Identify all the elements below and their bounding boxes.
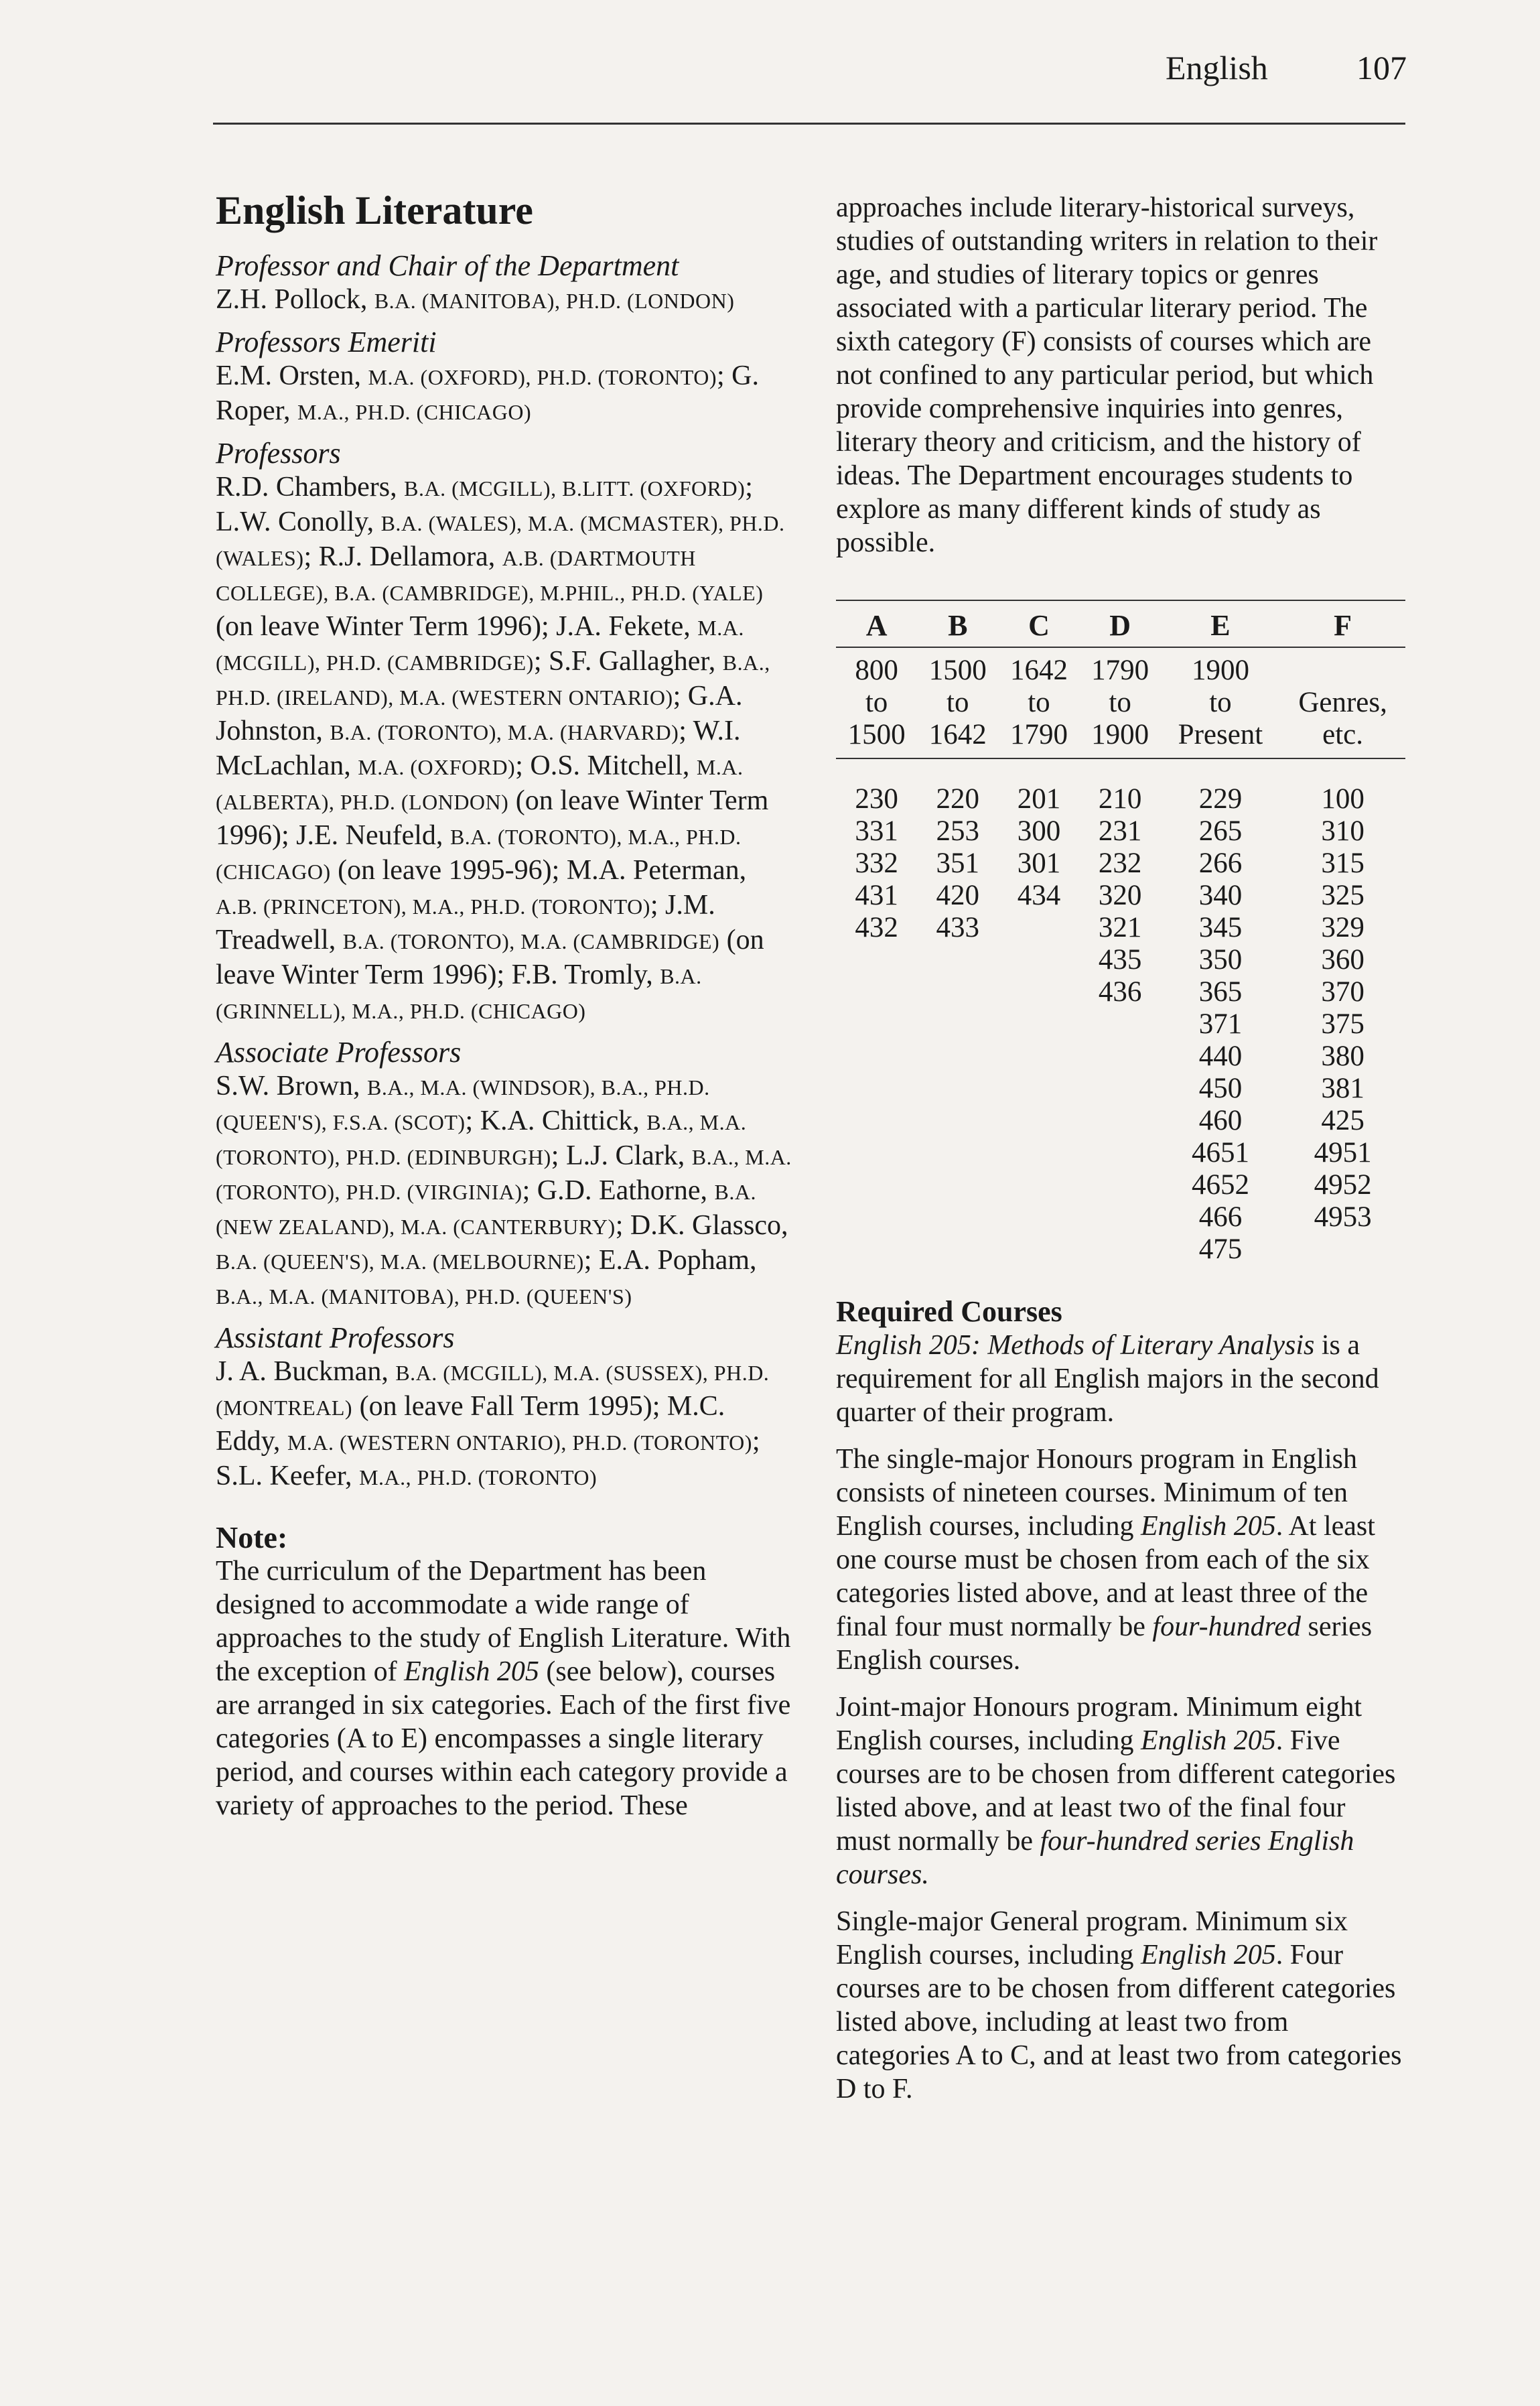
course-number [1080, 1105, 1161, 1137]
course-number: 230 [855, 783, 898, 815]
body-text: ; S.L. Keefer, [216, 1426, 760, 1491]
course-number: 4951 [1314, 1137, 1372, 1168]
course-number: 320 [1098, 880, 1142, 911]
body-text: ; R.J. Dellamora, [303, 541, 502, 572]
page-number: 107 [1356, 49, 1407, 86]
course-number [1080, 1008, 1161, 1041]
credential-text: B.A. (MCGILL), M.A. (SUSSEX), PH.D. (MONTREAL) [216, 1361, 770, 1420]
course-number: 375 [1321, 1008, 1364, 1040]
body-text: (on leave Winter Term 1996); J.A. Fekete, [216, 611, 698, 642]
course-number [998, 1201, 1079, 1233]
course-number [836, 976, 917, 1008]
course-row [836, 1201, 1405, 1233]
course-row [836, 1041, 1405, 1073]
italic-text: four-hundred series English courses. [836, 1826, 1354, 1890]
page-title: English Literature [216, 188, 533, 232]
requirement-paragraph [836, 1329, 1405, 1429]
course-number [917, 1201, 998, 1233]
body-text: ; G.A. Johnston, [216, 681, 743, 746]
credential-text: B.A. (WALES), M.A. (MCMASTER), PH.D. (WALES) [216, 511, 785, 570]
course-number: 332 [855, 848, 898, 879]
credential-text: B.A., PH.D. (IRELAND), M.A. (WESTERN ONTARIO) [216, 651, 770, 710]
course-row [836, 815, 1405, 848]
course-number [917, 944, 998, 976]
course-number: 100 [1321, 783, 1364, 815]
range-row [836, 687, 1405, 719]
course-number: 371 [1198, 1008, 1243, 1040]
body-text: R.D. Chambers, [216, 472, 405, 503]
course-number: 475 [1198, 1233, 1243, 1265]
faculty-names [216, 470, 792, 1028]
course-number [998, 1169, 1079, 1201]
credential-text: B.A. (QUEEN'S), M.A. (MELBOURNE) [216, 1250, 584, 1274]
range-cell: 1500 [928, 655, 987, 686]
course-number [1280, 1233, 1405, 1266]
body-text: . At least one course must be chosen from each of the six categories listed above, and at least three of the final four must normally be [836, 1511, 1375, 1642]
credential-text: M.A., PH.D. (TORONTO) [359, 1465, 598, 1489]
course-row [836, 1233, 1405, 1266]
course-number: 232 [1098, 848, 1142, 879]
course-number: 201 [1017, 783, 1061, 815]
credential-text: M.A. (OXFORD), PH.D. (TORONTO) [368, 365, 717, 389]
course-number: 210 [1098, 783, 1142, 815]
course-number: 365 [1198, 976, 1243, 1008]
course-number: 360 [1321, 944, 1364, 976]
credential-text: B.A. (MCGILL), B.LITT. (OXFORD) [404, 476, 746, 500]
body-text: ; K.A. Chittick, [465, 1106, 647, 1136]
course-row [836, 944, 1405, 976]
course-number: 350 [1198, 944, 1243, 976]
course-number [917, 1008, 998, 1041]
faculty-names [216, 283, 792, 318]
course-number: 431 [855, 880, 898, 911]
body-text: ; W.I. McLachlan, [216, 716, 741, 781]
credential-text: A.B. (DARTMOUTH COLLEGE), B.A. (CAMBRIDGE), M.PHIL., PH.D. (YALE) [216, 546, 764, 605]
credential-text: B.A. (TORONTO), M.A. (CAMBRIDGE) [342, 929, 720, 953]
course-number [1080, 1233, 1161, 1266]
body-text: (on leave 1995-96); M.A. Peterman, [330, 855, 747, 886]
course-number [1080, 1137, 1161, 1169]
course-number: 4651 [1191, 1137, 1249, 1168]
course-number [917, 976, 998, 1008]
faculty-rank-heading: Professors Emeriti [216, 326, 437, 358]
course-number: 340 [1198, 880, 1243, 911]
body-text: The single-major Honours program in English consists of nineteen courses. Minimum of ten English courses, including [836, 1444, 1358, 1542]
course-number [836, 944, 917, 976]
range-cell: 1790 [998, 719, 1079, 758]
range-cell: 1500 [836, 719, 917, 758]
credential-text: B.A. (TORONTO), M.A., PH.D. (CHICAGO) [216, 825, 742, 884]
note-continued [836, 191, 1405, 559]
course-number: 345 [1198, 912, 1243, 943]
header-rule [213, 123, 1405, 125]
course-number: 420 [936, 880, 980, 911]
range-row [836, 647, 1405, 687]
section-name: English [1166, 49, 1268, 86]
body-text: Single-major General program. Minimum six English courses, including [836, 1906, 1348, 1970]
category-header: D [1080, 600, 1161, 647]
left-column [216, 188, 792, 1822]
required-courses-heading: Required Courses [836, 1295, 1062, 1328]
course-number: 301 [1017, 848, 1061, 879]
requirement-paragraph [836, 1443, 1405, 1677]
category-header-row [836, 600, 1405, 647]
course-number: 325 [1321, 880, 1364, 911]
course-number: 300 [1017, 815, 1061, 847]
range-cell: to [947, 687, 969, 718]
faculty-names [216, 359, 792, 429]
course-row [836, 912, 1405, 944]
credential-text: M.A. (MCGILL), PH.D. (CAMBRIDGE) [216, 616, 744, 675]
range-cell: 1900 [1080, 719, 1161, 758]
course-number: 440 [1198, 1041, 1243, 1072]
course-number: 265 [1198, 815, 1243, 847]
credential-text: M.A. (ALBERTA), PH.D. (LONDON) [216, 755, 744, 814]
course-number: 434 [1017, 880, 1061, 911]
course-number [1080, 1169, 1161, 1201]
body-text: The curriculum of the Department has been designed to accommodate a wide range of approaches to the study of English Literature. With the exception of [216, 1556, 791, 1687]
running-header [1166, 48, 1407, 95]
course-number: 266 [1198, 848, 1243, 879]
course-number [836, 1041, 917, 1073]
body-text: Z.H. Pollock, [216, 284, 374, 315]
course-number: 253 [936, 815, 980, 847]
credential-text: B.A. (GRINNELL), M.A., PH.D. (CHICAGO) [216, 964, 702, 1023]
credential-text: M.A., PH.D. (CHICAGO) [297, 400, 532, 424]
range-cell: 1900 [1191, 655, 1249, 686]
range-row [836, 719, 1405, 758]
body-text: ; D.K. Glassco, [615, 1210, 788, 1241]
body-text: J. A. Buckman, [216, 1356, 396, 1387]
course-number [998, 1073, 1079, 1105]
course-number [836, 1137, 917, 1169]
category-header: B [917, 600, 998, 647]
faculty-rank-heading: Associate Professors [216, 1036, 462, 1069]
course-number: 351 [936, 848, 980, 879]
body-text: E.M. Orsten, [216, 360, 368, 391]
credential-text: B.A. (NEW ZEALAND), M.A. (CANTERBURY) [216, 1180, 756, 1239]
course-number [917, 1169, 998, 1201]
course-number: 315 [1321, 848, 1364, 879]
course-number [836, 1073, 917, 1105]
course-row [836, 880, 1405, 912]
range-cell: etc. [1280, 719, 1405, 758]
italic-text: four-hundred [1152, 1611, 1301, 1642]
body-text: Joint-major Honours program. Minimum eight English courses, including [836, 1692, 1362, 1756]
range-cell: Genres, [1298, 687, 1387, 718]
course-number: 436 [1098, 976, 1142, 1008]
range-cell: to [1109, 687, 1131, 718]
body-text: . Four courses are to be chosen from different categories listed above, including at least two from categories A to C, and at least two from categories D to F. [836, 1940, 1402, 2104]
body-text: (on leave Winter Term 1996); F.B. Tromly, [216, 925, 764, 990]
body-text: (on leave Winter Term 1996); J.E. Neufeld, [216, 785, 769, 851]
italic-text: English 205: Methods of Literary Analysis [836, 1330, 1315, 1361]
body-text: ; L.W. Conolly, [216, 472, 753, 537]
course-number: 425 [1321, 1105, 1364, 1136]
faculty-rank-heading: Assistant Professors [216, 1321, 455, 1354]
course-number: 370 [1321, 976, 1364, 1008]
body-text: S.W. Brown, [216, 1071, 367, 1101]
category-table [836, 600, 1405, 1266]
range-cell: Present [1161, 719, 1280, 758]
body-text: (see below), courses are arranged in six categories. Each of the first five categories (A to E) encompasses a single literary period, and courses within each category provide a variety of approaches to the period. These [216, 1656, 791, 1821]
note-heading: Note: [216, 1520, 288, 1554]
course-number: 310 [1321, 815, 1364, 847]
credential-text: B.A., M.A. (TORONTO), PH.D. (EDINBURGH) [216, 1110, 747, 1169]
course-number: 4953 [1314, 1201, 1372, 1233]
category-table-body [836, 647, 1405, 1266]
credential-text: B.A., M.A. (WINDSOR), B.A., PH.D. (QUEEN'S), F.S.A. (SCOT) [216, 1075, 710, 1134]
course-number [1080, 1073, 1161, 1105]
faculty-names [216, 1069, 792, 1313]
body-text: ; J.M. Treadwell, [216, 890, 715, 955]
course-number [836, 1169, 917, 1201]
body-text: ; E.A. Popham, [583, 1245, 757, 1276]
course-number: 435 [1098, 944, 1142, 976]
faculty-rank-heading: Professor and Chair of the Department [216, 249, 679, 282]
body-text: is a requirement for all English majors in the second quarter of their program. [836, 1330, 1379, 1428]
requirement-paragraph [836, 1905, 1405, 2106]
faculty-names [216, 1355, 792, 1494]
course-number [836, 1105, 917, 1137]
range-cell: 1790 [1091, 655, 1149, 686]
category-header: E [1161, 600, 1280, 647]
range-cell: 1642 [1009, 655, 1068, 686]
required-courses-body [836, 1329, 1405, 2106]
course-row [836, 848, 1405, 880]
course-number [836, 1201, 917, 1233]
italic-text: English 205 [1140, 1511, 1276, 1542]
course-number: 432 [855, 912, 898, 943]
note-body [216, 1554, 792, 1822]
course-number [998, 1105, 1079, 1137]
course-number: 450 [1198, 1073, 1243, 1104]
range-cell [1280, 647, 1405, 687]
credential-text: A.B. (PRINCETON), M.A., PH.D. (TORONTO) [216, 894, 650, 919]
course-number: 466 [1198, 1201, 1243, 1233]
italic-text: English 205 [404, 1656, 539, 1687]
italic-text: English 205 [1140, 1725, 1276, 1756]
course-row [836, 976, 1405, 1008]
credential-text: M.A. (WESTERN ONTARIO), PH.D. (TORONTO) [287, 1430, 752, 1455]
credential-text: B.A., M.A. (TORONTO), PH.D. (VIRGINIA) [216, 1145, 792, 1204]
course-number: 433 [936, 912, 980, 943]
category-header: F [1280, 600, 1405, 647]
body-text: series English courses. [836, 1611, 1373, 1676]
body-text: (on leave Fall Term 1995); M.C. Eddy, [216, 1391, 725, 1457]
category-header: C [998, 600, 1079, 647]
right-column [836, 191, 1405, 2119]
course-number: 331 [855, 815, 898, 847]
body-text: ; O.S. Mitchell, [515, 750, 697, 781]
course-number: 231 [1098, 815, 1142, 847]
course-number [1080, 1041, 1161, 1073]
italic-text: English 205 [1140, 1940, 1276, 1970]
course-number [1080, 1201, 1161, 1233]
course-row [836, 1008, 1405, 1041]
range-cell: 800 [855, 655, 898, 686]
body-text: ; L.J. Clark, [551, 1140, 692, 1171]
credential-text: B.A. (TORONTO), M.A. (HARVARD) [330, 720, 679, 744]
body-text: . Five courses are to be chosen from different categories listed above, and at least two of the final four must normally be [836, 1725, 1396, 1857]
range-cell: to [1028, 687, 1050, 718]
body-text: approaches include literary-historical surveys, studies of outstanding writers in relation to their age, and studies of literary topics or genres associated with a particular literary period. The sixth category (F) consists of courses which are not confined to any particular period, but which provide comprehensive inquiries into genres, literary theory and criticism, and the history of ideas. The Department encourages students to explore as many different kinds of study as possible. [836, 192, 1378, 558]
course-number [917, 1041, 998, 1073]
course-number [917, 1073, 998, 1105]
course-number [917, 1233, 998, 1266]
course-row [836, 1105, 1405, 1137]
course-number: 321 [1098, 912, 1142, 943]
course-number: 329 [1321, 912, 1364, 943]
credential-text: M.A. (OXFORD) [358, 755, 516, 779]
course-number: 381 [1321, 1073, 1364, 1104]
range-cell: 1642 [917, 719, 998, 758]
course-row [836, 758, 1405, 815]
course-row [836, 1073, 1405, 1105]
course-number [998, 1137, 1079, 1169]
body-text: ; G. Roper, [216, 360, 759, 426]
note-section [216, 1521, 792, 1822]
course-number [998, 1233, 1079, 1266]
course-number [836, 1008, 917, 1041]
course-number: 229 [1198, 783, 1243, 815]
course-number: 4652 [1191, 1169, 1249, 1201]
course-row [836, 1169, 1405, 1201]
course-number [998, 912, 1079, 944]
body-text: ; S.F. Gallagher, [533, 646, 723, 677]
requirement-paragraph [836, 1690, 1405, 1891]
credential-text: B.A., M.A. (MANITOBA), PH.D. (QUEEN'S) [216, 1284, 632, 1309]
course-number [836, 1233, 917, 1266]
range-cell: to [1209, 687, 1232, 718]
category-header: A [836, 600, 917, 647]
course-number: 460 [1198, 1105, 1243, 1136]
course-number: 4952 [1314, 1169, 1372, 1201]
course-number: 220 [936, 783, 980, 815]
body-text: ; G.D. Eathorne, [522, 1175, 715, 1206]
course-number [917, 1105, 998, 1137]
credential-text: B.A. (MANITOBA), PH.D. (LONDON) [374, 289, 735, 313]
faculty-rank-heading: Professors [216, 437, 341, 470]
course-number [917, 1137, 998, 1169]
course-number: 380 [1321, 1041, 1364, 1072]
course-number [998, 1041, 1079, 1073]
course-number [998, 944, 1079, 976]
range-cell: to [865, 687, 888, 718]
course-row [836, 1137, 1405, 1169]
course-number [998, 976, 1079, 1008]
course-number [998, 1008, 1079, 1041]
faculty-list [216, 249, 792, 1494]
